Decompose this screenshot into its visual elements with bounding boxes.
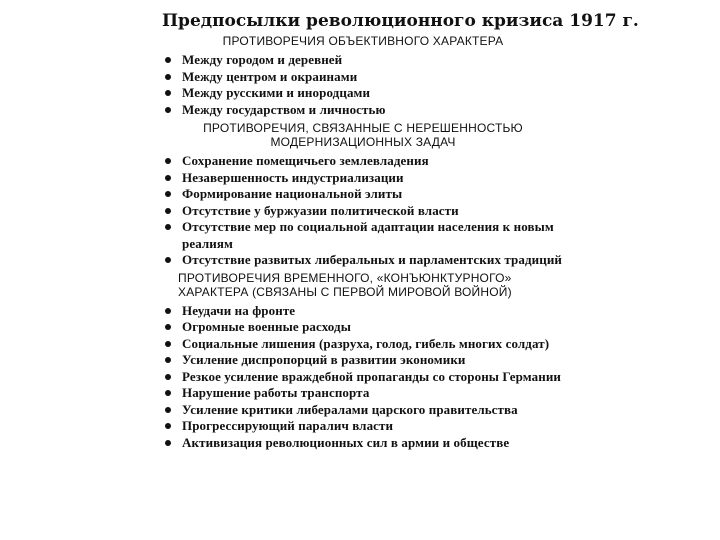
list-item: Незавершенность индустриализации	[158, 170, 568, 187]
bullet-icon	[165, 191, 171, 197]
bullet-icon	[165, 74, 171, 80]
bullet-icon	[165, 423, 171, 429]
bullet-icon	[165, 57, 171, 63]
list-item: Огромные военные расходы	[158, 319, 568, 336]
list-item: Прогрессирующий паралич власти	[158, 418, 568, 435]
bullet-icon	[165, 440, 171, 446]
list-item: Активизация революционных сил в армии и обществе	[158, 435, 568, 452]
section-modernization	[158, 121, 568, 269]
page-title: Предпосылки революционного кризиса 1917 г.	[162, 11, 639, 31]
list-item: Формирование национальной элиты	[158, 186, 568, 203]
bullet-icon	[165, 107, 171, 113]
list-item: Усиление критики либералами царского правительства	[158, 402, 568, 419]
bullet-icon	[165, 308, 171, 314]
document-page	[158, 10, 639, 538]
section-heading: ПРОТИВОРЕЧИЯ ВРЕМЕННОГО, «КОНЪЮНКТУРНОГО» ХАРАКТЕРА (СВЯЗАНЫ С ПЕРВОЙ МИРОВОЙ ВОЙНОЙ)	[178, 270, 512, 299]
list-item: Между государством и личностью	[158, 102, 568, 119]
section-war-related	[158, 271, 568, 452]
bullet-icon	[165, 257, 171, 263]
bullet-icon	[165, 90, 171, 96]
bullet-icon	[165, 407, 171, 413]
bullet-icon	[165, 224, 171, 230]
list-item: Отсутствие мер по социальной адаптации населения к новым реалиям	[158, 219, 568, 252]
bullet-icon	[165, 208, 171, 214]
list-item: Сохранение помещичьего землевладения	[158, 153, 568, 170]
bullet-list	[158, 153, 568, 269]
list-item: Нарушение работы транспорта	[158, 385, 568, 402]
bullet-icon	[165, 175, 171, 181]
list-item: Между городом и деревней	[158, 52, 568, 69]
list-item: Социальные лишения (разруха, голод, гибель многих солдат)	[158, 336, 568, 353]
list-item: Усиление диспропорций в развитии экономики	[158, 352, 568, 369]
bullet-icon	[165, 158, 171, 164]
section-heading: ПРОТИВОРЕЧИЯ, СВЯЗАННЫЕ С НЕРЕШЕННОСТЬЮ МОДЕРНИЗАЦИОННЫХ ЗАДАЧ	[203, 121, 523, 149]
bullet-icon	[165, 324, 171, 330]
section-objective	[158, 34, 568, 118]
section-heading: ПРОТИВОРЕЧИЯ ОБЪЕКТИВНОГО ХАРАКТЕРА	[222, 34, 504, 48]
bullet-icon	[165, 374, 171, 380]
list-item: Между центром и окраинами	[158, 69, 568, 86]
bullet-list	[158, 52, 568, 118]
list-item: Отсутствие развитых либеральных и парламентских традиций	[158, 252, 568, 269]
bullet-icon	[165, 390, 171, 396]
bullet-list	[158, 303, 568, 452]
list-item: Неудачи на фронте	[158, 303, 568, 320]
bullet-icon	[165, 357, 171, 363]
list-item: Между русскими и инородцами	[158, 85, 568, 102]
list-item: Отсутствие у буржуазии политической власти	[158, 203, 568, 220]
list-item: Резкое усиление враждебной пропаганды со стороны Германии	[158, 369, 568, 386]
bullet-icon	[165, 341, 171, 347]
